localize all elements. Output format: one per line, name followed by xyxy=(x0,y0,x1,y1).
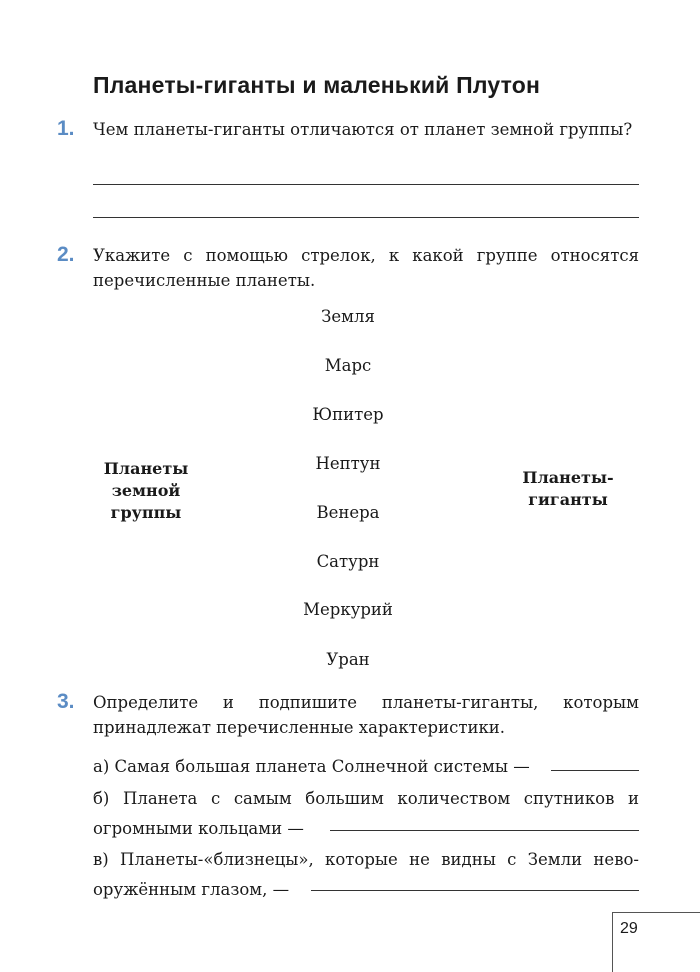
item-c-text-1: в) Планеты-«близнецы», которые не видны с Земли нево- xyxy=(93,850,639,869)
answer-line-2[interactable] xyxy=(93,217,639,218)
question-2-text: Укажите с помощью стрелок, к какой группе относятся перечисленные планеты. xyxy=(93,246,639,290)
item-b-blank[interactable] xyxy=(330,830,639,831)
item-a-text: а) Самая большая планета Солнечной системы — xyxy=(93,757,530,776)
question-3-number: 3. xyxy=(57,690,75,713)
item-b-text-2: огромными кольцами — xyxy=(93,819,304,838)
item-a-blank[interactable] xyxy=(551,770,639,771)
page-number: 29 xyxy=(620,920,638,937)
item-c-line1 xyxy=(93,847,639,872)
planet-earth[interactable]: Земля xyxy=(321,307,375,326)
item-b-line2 xyxy=(93,816,639,841)
page-title: Планеты-гиганты и маленький Плутон xyxy=(93,72,541,98)
question-2-number: 2. xyxy=(57,243,75,266)
planet-saturn[interactable]: Сатурн xyxy=(316,552,380,571)
planet-mercury[interactable]: Меркурий xyxy=(303,600,393,619)
group-terrestrial-line: Планеты xyxy=(103,459,189,478)
item-c-text-2: оружённым глазом, — xyxy=(93,880,290,899)
group-giants-line: Планеты- xyxy=(522,468,614,487)
planet-mars[interactable]: Марс xyxy=(324,356,372,375)
answer-line-1[interactable] xyxy=(93,184,639,185)
planet-venus[interactable]: Венера xyxy=(316,503,380,522)
group-terrestrial-line: земной xyxy=(111,481,181,500)
group-terrestrial-line: группы xyxy=(110,503,182,522)
planet-neptune[interactable]: Нептун xyxy=(315,454,381,473)
item-c-blank[interactable] xyxy=(311,890,639,891)
group-terrestrial[interactable] xyxy=(96,458,196,524)
item-a xyxy=(93,754,639,779)
item-b-line1 xyxy=(93,786,639,811)
planet-jupiter[interactable]: Юпитер xyxy=(312,405,384,424)
group-giants-line: гиганты xyxy=(528,490,608,509)
question-1-number: 1. xyxy=(57,117,75,140)
question-1-text: Чем планеты-гиганты отличаются от планет земной группы? xyxy=(93,120,633,139)
group-giants[interactable] xyxy=(513,467,623,511)
item-b-text-1: б) Планета с самым большим количеством спутников и xyxy=(93,789,639,808)
question-3-text: Определите и подпишите планеты-гиганты, которым принадлежат перечисленные характеристики. xyxy=(93,693,639,737)
planet-uranus[interactable]: Уран xyxy=(326,650,370,669)
